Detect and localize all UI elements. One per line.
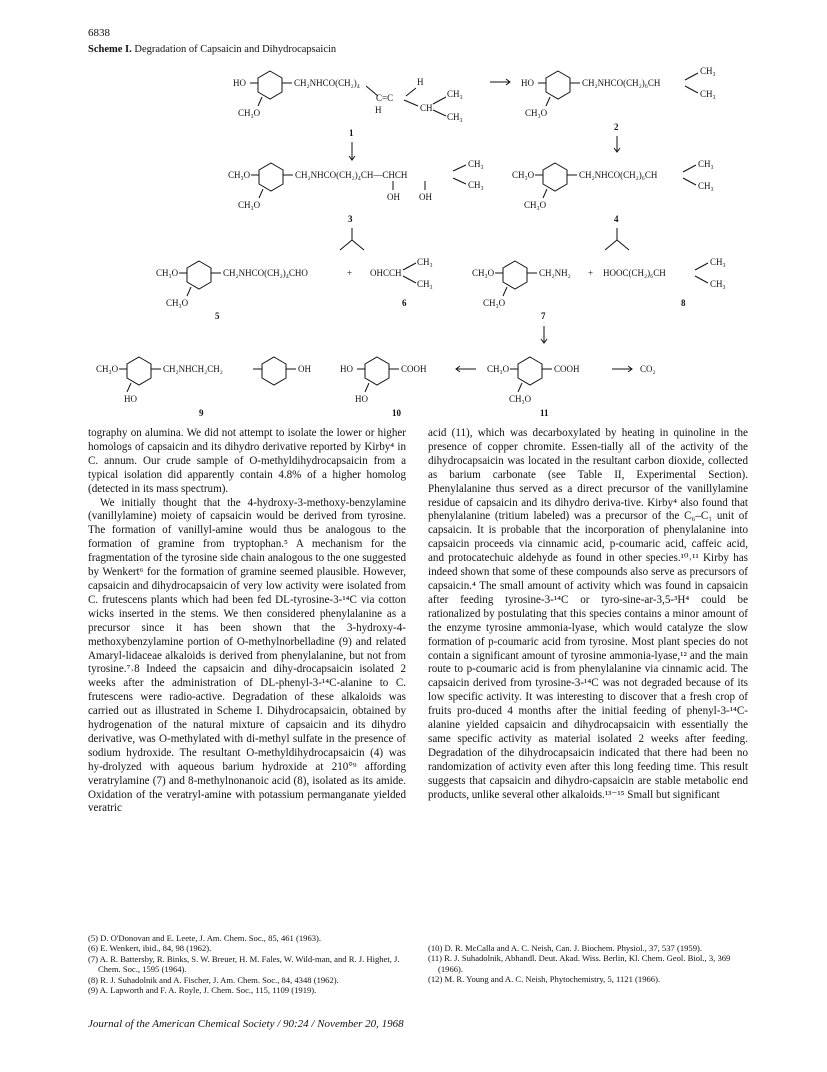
c2-ch3a: CH₃ xyxy=(700,66,716,76)
c7-chain: CH₂NH₂ xyxy=(539,268,571,278)
c8-number: 8 xyxy=(681,298,686,308)
c3-oh1: OH xyxy=(387,192,400,202)
c11-ch3o-top: CH₃O xyxy=(487,364,510,374)
c6-number: 6 xyxy=(402,298,407,308)
reference-7: (7) A. R. Battersby, R. Binks, S. W. Breuer, H. M. Fales, W. Wild-man, and R. J. Highet, J. Chem. Soc., 1595 (1964). xyxy=(88,953,400,975)
reference-6: (6) E. Wenkert, ibid., 84, 98 (1962). xyxy=(88,943,212,954)
c1-number: 1 xyxy=(349,128,354,138)
c11-ch3o-bottom: CH₃O xyxy=(509,394,532,404)
scheme-title: Degradation of Capsaicin and Dihydrocapsaicin xyxy=(134,44,337,55)
page-number: 6838 xyxy=(88,27,110,39)
c3-chain: CH₂NHCO(CH₂)₄CH—CHCH xyxy=(295,170,408,180)
c10-ho-bottom: HO xyxy=(355,394,368,404)
compound-4 xyxy=(512,159,714,250)
c8-text: HOOC(CH₂)₆CH xyxy=(603,268,666,278)
plus-sign-2: + xyxy=(588,268,594,278)
c1-h-top: H xyxy=(417,77,424,87)
body-column-right xyxy=(428,427,748,802)
c2-ho: HO xyxy=(521,78,534,88)
c5-number: 5 xyxy=(215,311,220,321)
c1-ch: CH xyxy=(420,103,433,113)
c9-ho: HO xyxy=(124,394,137,404)
c1-ch3a: CH₃ xyxy=(447,89,463,99)
c8-ch3a: CH₃ xyxy=(710,257,726,267)
c1-ch3b: CH₃ xyxy=(447,112,463,122)
c3-ch3b: CH₃ xyxy=(468,180,484,190)
c4-ch3b: CH₃ xyxy=(698,181,714,191)
c5-chain: CH₂NHCO(CH₂)₄CHO xyxy=(223,268,308,278)
co2-product: CO₂ xyxy=(640,364,656,374)
scheme-label: Scheme I. xyxy=(88,44,132,55)
c4-chain: CH₂NHCO(CH₂)₆CH xyxy=(579,170,658,180)
reference-10: (10) D. R. McCalla and A. C. Neish, Can. J. Biochem. Physiol., 37, 537 (1959). xyxy=(428,943,703,953)
reference-8: (8) R. J. Suhadolnik and A. Fischer, J. Am. Chem. Soc., 84, 4348 (1962). xyxy=(88,974,339,985)
c10-cooh: COOH xyxy=(401,364,427,374)
c4-ch3o-top: CH₃O xyxy=(512,170,535,180)
body-column-left xyxy=(88,427,406,816)
c3-number: 3 xyxy=(348,214,353,224)
compound-1 xyxy=(233,71,463,160)
c1-c-eq-c: C=C xyxy=(376,93,394,103)
compound-10 xyxy=(340,357,427,418)
references-right xyxy=(428,943,748,985)
compound-3 xyxy=(228,159,484,250)
c9-chain: CH₂NHCH₂CH₂ xyxy=(163,364,223,374)
compound-8 xyxy=(603,257,726,308)
c9-number: 9 xyxy=(199,408,204,418)
reference-11: (11) R. J. Suhadolnik, Abhandl. Deut. Akad. Wiss. Berlin, Kl. Chem. Geol. Biol., 3, 369 (1966). xyxy=(428,953,731,974)
compound-7 xyxy=(472,261,571,343)
c6-ch3b: CH₃ xyxy=(417,279,433,289)
c7-ch3o-bottom: CH₃O xyxy=(483,298,506,308)
c4-ch3a: CH₃ xyxy=(698,159,714,169)
compound-2 xyxy=(521,66,716,152)
journal-footer: Journal of the American Chemical Society / 90:24 / November 20, 1968 xyxy=(88,1018,404,1030)
c4-number: 4 xyxy=(614,214,619,224)
c11-number: 11 xyxy=(540,408,549,418)
c6-text: OHCCH xyxy=(370,268,402,278)
c3-ch3o-bottom: CH₃O xyxy=(238,200,261,210)
c2-ch3b: CH₃ xyxy=(700,89,716,99)
right-paragraph-1: acid (11), which was decarboxylated by heating in quinoline in the presence of copper chromite. Essen-tially all of the activity of the dihydrocapsaicin was located in the resultant carbon dioxide, collected as barium carbonate (see Table II, Experimental Section). Phenylalanine thus served as a direct precursor of the vanillylamine residue of capsaicin and its dihydro deriva-tive. Kirby⁴ also found that phenylalanine (tritium labeled) was a precursor of the C₆–C₁ unit of capsaicin. It is probable that the incorporation of phenylalanine into capsaicin proceeds via cinnamic acid, p-coumaric acid, caffeic acid, and protocatechuic aldehyde as found in other species.¹⁰˒¹¹ Kirby has indeed shown that some of these compounds also serve as precursors of capsaicin.⁴ The small amount of activity which was found in capsaicin after feeding tyrosine-3-¹⁴C or tyro-sine-ar-3,5-³H⁴ could be rationalized by postulating that this species contains a minor amount of the enzyme tyrosine ammonia-lyase, which would catalyze the slow formation of p-coumaric acid from tyrosine. Most plant species do not contain a significant amount of tyrosine ammonia-lyase,¹² and the main route to p-coumaric acid is from phenylalanine via cinnamic acid. The capsaicin derived from tyrosine-3-¹⁴C was not degraded because of its low specific activity. It was interesting to discover that a fresh crop of fruits pro-duced 4 months after the initial feeding of phenyl-3-¹⁴C-alanine yielded capsaicin and dihydrocapsaicin with essentially the same specific activity as material isolated 2 weeks after feeding. Degradation of the dihydrocapsaicin indicated that there had been no randomization of activity even after this long feeding time. This result suggests that capsaicin and dihydro-capsaicin are stable metabolic end products, unlike several other alkaloids.¹³⁻¹⁵ Small but significant xyxy=(428,427,748,801)
c1-ch3o: CH₃O xyxy=(238,108,261,118)
c7-number: 7 xyxy=(541,311,546,321)
c6-ch3a: CH₃ xyxy=(417,257,433,267)
reference-5: (5) D. O'Donovan and E. Leete, J. Am. Chem. Soc., 85, 461 (1963). xyxy=(88,933,322,943)
c2-number: 2 xyxy=(614,122,619,132)
compound-5 xyxy=(156,261,308,321)
c2-chain: CH₂NHCO(CH₂)₆CH xyxy=(582,78,661,88)
degradation-scheme xyxy=(0,0,827,425)
compound-6 xyxy=(370,257,433,308)
left-paragraph-2: We initially thought that the 4-hydroxy-3-methoxy-benzylamine (vanillylamine) moiety of capsaicin would be derived from tyrosine. The formation of vanillyl-amine would thus be analogous to the formation of gramine from tryptophan.⁵ A mechanism for the fragmentation of the tyrosine side chain analogous to the one suggested by Wenkert⁶ for the formation of gramine seemed plausible. However, capsaicin and dihydrocapsaicin of very low activity were isolated from C. frutescens plants which had been fed DL-tyrosine-3-¹⁴C via cotton wicks inserted in the stems. We then considered phenylalanine as a precursor since it has been shown that the 3-hydroxy-4-methoxybenzylamine portion of O-methylnorbelladine (9) and related Amaryl-lidaceae alkaloids is derived from phenylalanine, but not from tyrosine.⁷˒8 Indeed the capsaicin and dihy-drocapsaicin isolated 2 weeks after the administration of DL-phenyl-3-¹⁴C-alanine to C. frutescens were radio-active. Degradation of these alkaloids was carried out as illustrated in Scheme I. Dihydrocapsaicin, obtained by hydrogenation of the natural mixture of capsaicin and its dihydro derivative, was O-methylated with di-methyl sulfate in the presence of sodium hydroxide. The resultant O-methyldihydrocapsaicin (4) was hy-drolyzed with aqueous barium hydroxide at 210°⁹ affording veratrylamine (7) and 8-methylnonanoic acid (8), isolated as its amide. Oxidation of the veratryl-amine with potassium permanganate yielded veratric xyxy=(88,496,406,815)
reference-9: (9) A. Lapworth and F. A. Royle, J. Chem. Soc., 115, 1109 (1919). xyxy=(88,985,317,996)
c10-number: 10 xyxy=(392,408,401,418)
c5-ch3o-top: CH₃O xyxy=(156,268,179,278)
c9-ch3o: CH₃O xyxy=(96,364,119,374)
c5-ch3o-bottom: CH₃O xyxy=(166,298,189,308)
c11-cooh: COOH xyxy=(554,364,580,374)
c10-ho-top: HO xyxy=(340,364,353,374)
c3-ch3a: CH₃ xyxy=(468,159,484,169)
c8-ch3b: CH₃ xyxy=(710,279,726,289)
compound-9 xyxy=(96,357,311,418)
plus-sign-1: + xyxy=(347,268,353,278)
c1-h-bottom: H xyxy=(375,105,382,115)
c9-oh: OH xyxy=(298,364,311,374)
c2-ch3o: CH₃O xyxy=(525,108,548,118)
references-left xyxy=(88,933,406,995)
c1-chain: CH₂NHCO(CH₂)₄ xyxy=(294,78,360,88)
c1-ho: HO xyxy=(233,78,246,88)
c7-ch3o-top: CH₃O xyxy=(472,268,495,278)
c3-ch3o-top: CH₃O xyxy=(228,170,251,180)
c3-oh2: OH xyxy=(419,192,432,202)
left-paragraph-1: tography on alumina. We did not attempt to isolate the lower or higher homologs of capsaicin and its dihydro derivative reported by Kirby⁴ in C. annum. Our crude sample of O-methyldihydrocapsaicin from a typical isolation did apparently contain 4.8% of a higher homolog (detected in its mass spectrum). xyxy=(88,427,406,495)
compound-11 xyxy=(487,357,580,418)
reference-12: (12) M. R. Young and A. C. Neish, Phytochemistry, 5, 1121 (1966). xyxy=(428,974,661,985)
c4-ch3o-bottom: CH₃O xyxy=(524,200,547,210)
